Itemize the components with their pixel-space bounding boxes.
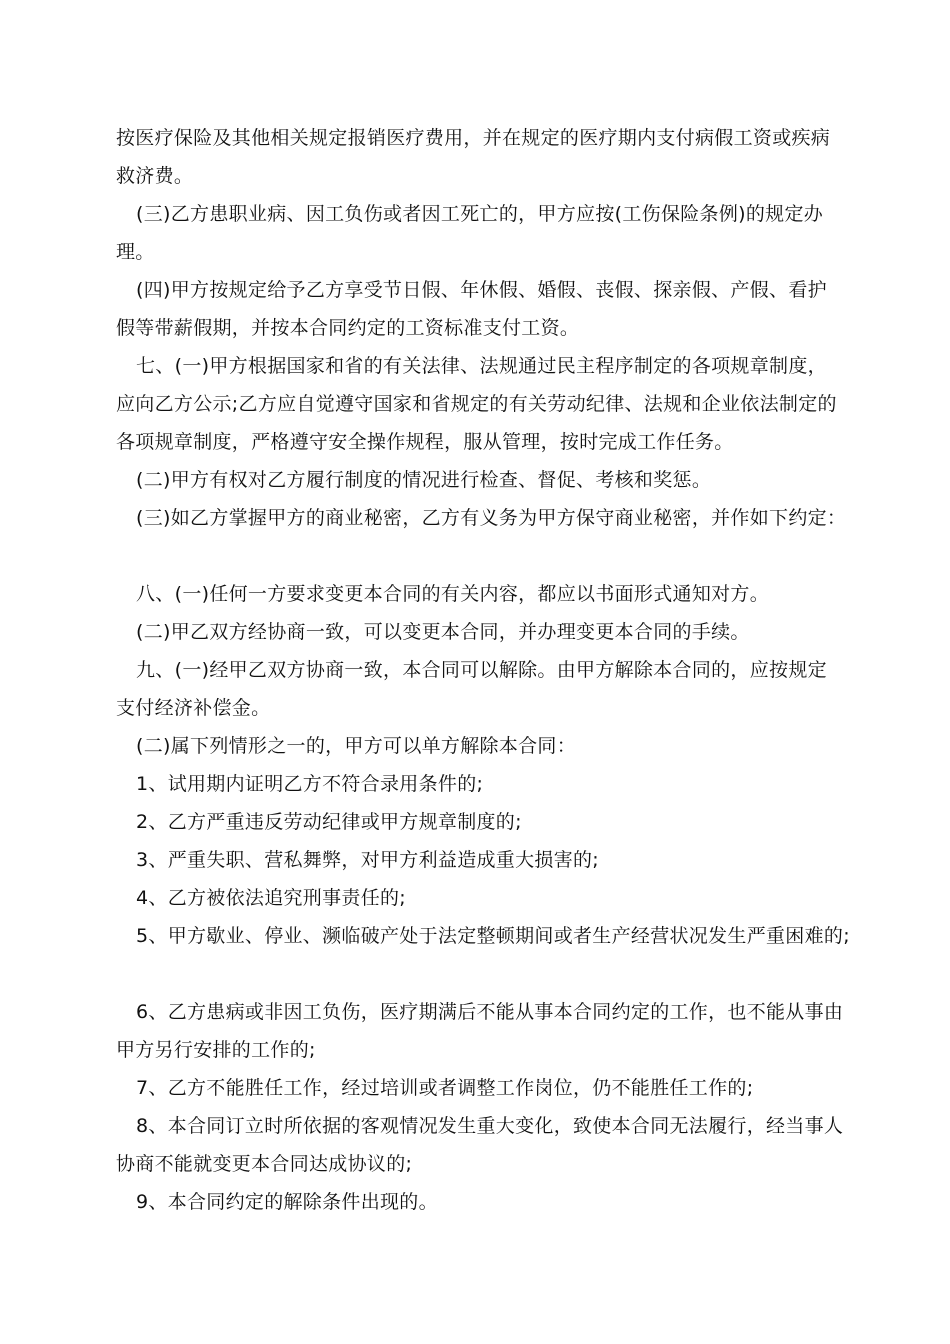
text-line: 救济费。 xyxy=(116,165,194,187)
text-line: 理。 xyxy=(116,241,155,263)
text-line: 八、(一)任何一方要求变更本合同的有关内容，都应以书面形式通知对方。 xyxy=(136,583,770,605)
text-line: 九、(一)经甲乙双方协商一致，本合同可以解除。由甲方解除本合同的，应按规定 xyxy=(136,659,827,681)
text-line: 3、严重失职、营私舞弊，对甲方利益造成重大损害的; xyxy=(136,849,599,871)
text-line: 5、甲方歇业、停业、濒临破产处于法定整顿期间或者生产经营状况发生严重困难的; xyxy=(136,925,850,947)
text-line: (二)甲方有权对乙方履行制度的情况进行检查、督促、考核和奖惩。 xyxy=(136,469,712,491)
text-line: 应向乙方公示;乙方应自觉遵守国家和省规定的有关劳动纪律、法规和企业依法制定的 xyxy=(116,393,837,415)
text-line: 甲方另行安排的工作的; xyxy=(116,1039,316,1061)
text-line: (二)属下列情形之一的，甲方可以单方解除本合同： xyxy=(136,735,577,757)
text-line: 6、乙方患病或非因工负伤，医疗期满后不能从事本合同约定的工作，也不能从事由 xyxy=(136,1001,844,1023)
text-line: (四)甲方按规定给予乙方享受节日假、年休假、婚假、丧假、探亲假、产假、看护 xyxy=(136,279,827,301)
text-line: 各项规章制度，严格遵守安全操作规程，服从管理，按时完成工作任务。 xyxy=(116,431,734,453)
text-line: 2、乙方严重违反劳动纪律或甲方规章制度的; xyxy=(136,811,522,833)
text-line: 协商不能就变更本合同达成协议的; xyxy=(116,1153,413,1175)
text-line: 支付经济补偿金。 xyxy=(116,697,271,719)
text-line: 1、试用期内证明乙方不符合录用条件的; xyxy=(136,773,484,795)
text-line: 4、乙方被依法追究刑事责任的; xyxy=(136,887,406,909)
text-line: 假等带薪假期，并按本合同约定的工资标准支付工资。 xyxy=(116,317,580,339)
text-line: (三)乙方患职业病、因工负伤或者因工死亡的，甲方应按(工伤保险条例)的规定办 xyxy=(136,203,824,225)
text-line: 按医疗保险及其他相关规定报销医疗费用，并在规定的医疗期内支付病假工资或疾病 xyxy=(116,127,831,149)
text-line: (三)如乙方掌握甲方的商业秘密，乙方有义务为甲方保守商业秘密，并作如下约定： xyxy=(136,507,847,529)
text-line: 七、(一)甲方根据国家和省的有关法律、法规通过民主程序制定的各项规章制度， xyxy=(136,355,827,377)
text-line: 9、本合同约定的解除条件出现的。 xyxy=(136,1191,438,1213)
text-line: 8、本合同订立时所依据的客观情况发生重大变化，致使本合同无法履行，经当事人 xyxy=(136,1115,844,1137)
text-line: (二)甲乙双方经协商一致，可以变更本合同，并办理变更本合同的手续。 xyxy=(136,621,750,643)
text-line: 7、乙方不能胜任工作，经过培训或者调整工作岗位，仍不能胜任工作的; xyxy=(136,1077,754,1099)
